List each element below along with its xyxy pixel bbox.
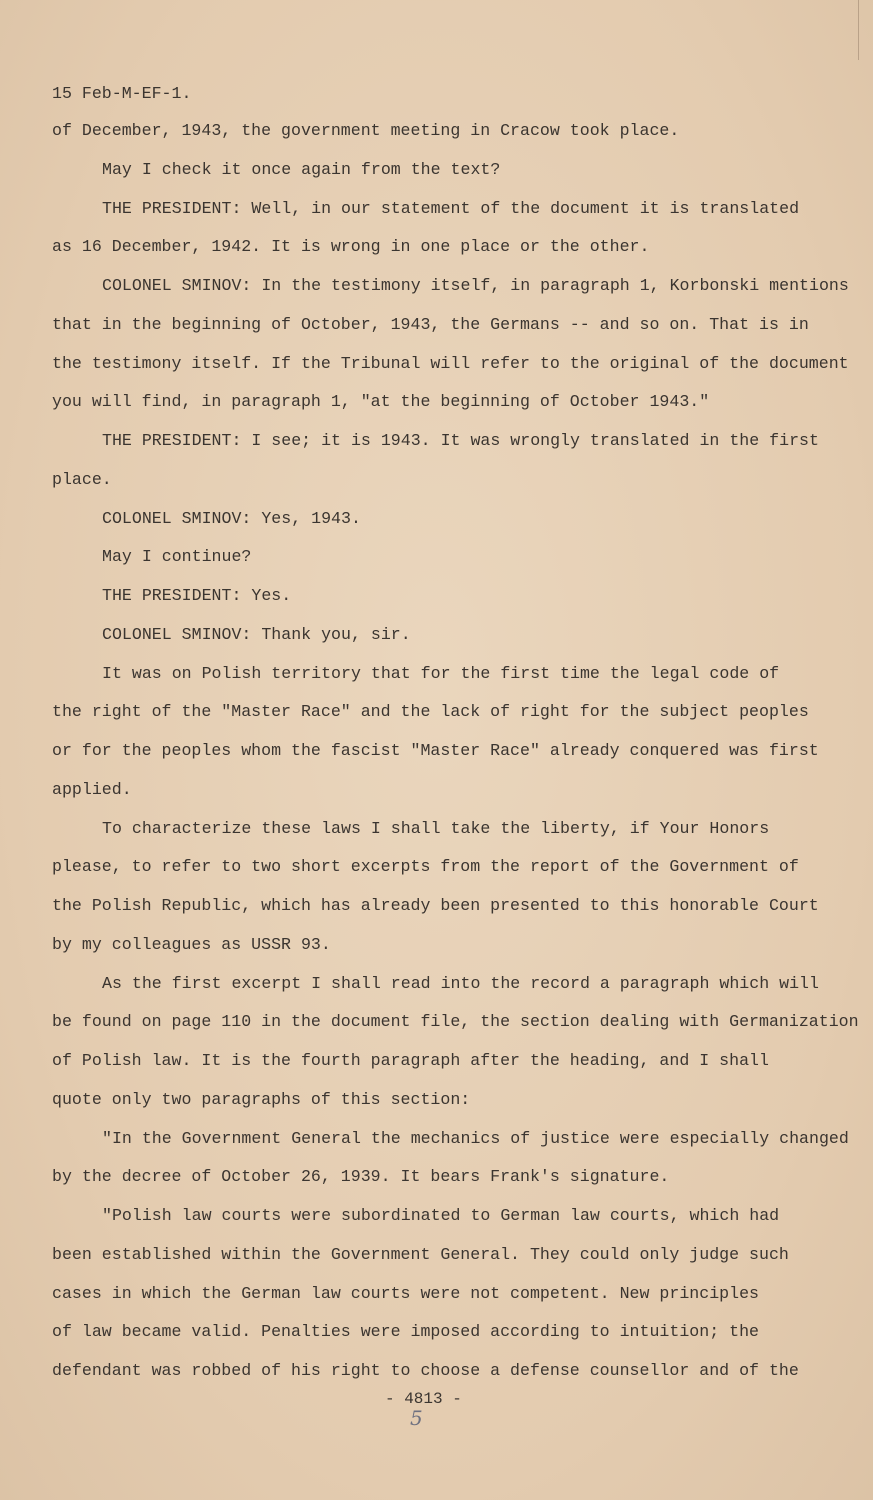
text-line: THE PRESIDENT: Yes. bbox=[102, 586, 292, 605]
text-line: place. bbox=[52, 469, 112, 489]
text-line: or for the peoples whom the fascist "Master Race" already conquered was first bbox=[52, 741, 819, 760]
text-line: THE PRESIDENT: Well, in our statement of the document it is translated bbox=[102, 198, 800, 218]
text-line: May I continue? bbox=[102, 547, 252, 567]
text-line: It was on Polish territory that for the first time the legal code of bbox=[102, 663, 780, 683]
text-line: been established within the Government General. They could only judge such bbox=[52, 1244, 789, 1264]
text-line: please, to refer to two short excerpts from the report of the Government of bbox=[52, 857, 799, 877]
paper-edge bbox=[858, 0, 859, 60]
text-line: THE PRESIDENT: I see; it is 1943. It was wrongly translated in the first bbox=[102, 431, 819, 450]
document-header: 15 Feb-M-EF-1. bbox=[52, 84, 192, 103]
text-line: of Polish law. It is the fourth paragraph after the heading, and I shall bbox=[52, 1051, 769, 1070]
text-line: COLONEL SMINOV: In the testimony itself, in paragraph 1, Korbonski mentions bbox=[102, 276, 849, 295]
text-line: To characterize these laws I shall take the liberty, if Your Honors bbox=[102, 818, 770, 838]
text-line: quote only two paragraphs of this section: bbox=[52, 1089, 471, 1109]
text-line: "In the Government General the mechanics of justice were especially changed bbox=[102, 1128, 849, 1148]
text-line: May I check it once again from the text? bbox=[102, 159, 501, 179]
text-line: of law became valid. Penalties were imposed according to intuition; the bbox=[52, 1322, 760, 1342]
text-line: you will find, in paragraph 1, "at the beginning of October 1943." bbox=[52, 392, 710, 412]
text-line: COLONEL SMINOV: Thank you, sir. bbox=[102, 624, 411, 644]
text-line: by my colleagues as USSR 93. bbox=[52, 934, 331, 954]
text-line: be found on page 110 in the document file, the section dealing with Germanization bbox=[52, 1012, 859, 1032]
page-number: - 4813 - bbox=[385, 1390, 462, 1408]
text-line: that in the beginning of October, 1943, the Germans -- and so on. That is in bbox=[52, 314, 809, 334]
text-line: cases in which the German law courts were not competent. New principles bbox=[52, 1283, 760, 1303]
text-line: COLONEL SMINOV: Yes, 1943. bbox=[102, 508, 361, 528]
text-line: As the first excerpt I shall read into the record a paragraph which will bbox=[102, 973, 819, 993]
text-line: applied. bbox=[52, 779, 132, 799]
text-line: of December, 1943, the government meeting in Cracow took place. bbox=[52, 121, 680, 140]
text-line: "Polish law courts were subordinated to German law courts, which had bbox=[102, 1206, 780, 1225]
text-line: defendant was robbed of his right to choose a defense counsellor and of the bbox=[52, 1361, 799, 1380]
text-line: the Polish Republic, which has already been presented to this honorable Court bbox=[52, 896, 819, 915]
text-line: as 16 December, 1942. It is wrong in one place or the other. bbox=[52, 237, 650, 257]
handwritten-number: 5 bbox=[410, 1406, 423, 1430]
text-line: the right of the "Master Race" and the lack of right for the subject peoples bbox=[52, 702, 809, 722]
text-line: the testimony itself. If the Tribunal will refer to the original of the document bbox=[52, 353, 849, 373]
text-line: by the decree of October 26, 1939. It bears Frank's signature. bbox=[52, 1167, 670, 1187]
